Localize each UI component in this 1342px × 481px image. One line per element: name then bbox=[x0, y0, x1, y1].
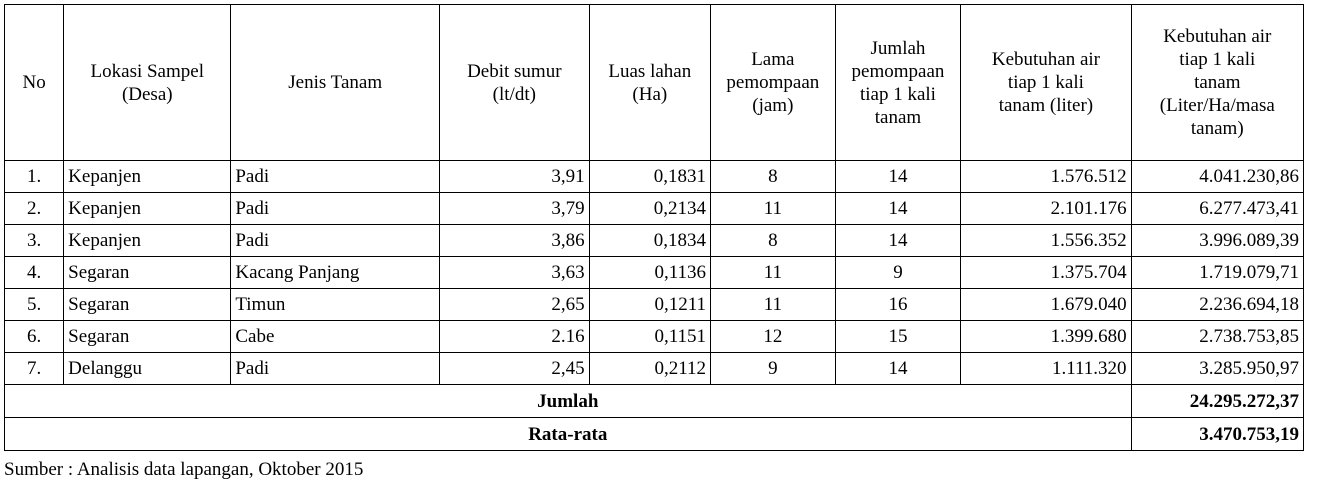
cell-luas: 0,2134 bbox=[589, 193, 710, 225]
header-lokasi: Lokasi Sampel (Desa) bbox=[64, 5, 231, 161]
cell-lama: 11 bbox=[711, 257, 836, 289]
cell-debit: 2,45 bbox=[440, 353, 590, 385]
cell-kebutuhan-liter: 1.111.320 bbox=[961, 353, 1131, 385]
cell-luas: 0,2112 bbox=[589, 353, 710, 385]
table-row bbox=[5, 161, 1304, 193]
cell-jumlah: 14 bbox=[835, 353, 961, 385]
cell-lama: 11 bbox=[711, 289, 836, 321]
header-lama: Lama pemompaan (jam) bbox=[711, 5, 836, 161]
cell-luas: 0,1831 bbox=[589, 161, 710, 193]
cell-lama: 8 bbox=[711, 225, 836, 257]
cell-jenis: Padi bbox=[231, 161, 440, 193]
cell-jumlah: 14 bbox=[835, 225, 961, 257]
cell-jumlah: 9 bbox=[835, 257, 961, 289]
table-row bbox=[5, 321, 1304, 353]
table-row bbox=[5, 193, 1304, 225]
cell-lokasi: Segaran bbox=[64, 257, 231, 289]
cell-jenis: Kacang Panjang bbox=[231, 257, 440, 289]
cell-kebutuhan-ha: 2.738.753,85 bbox=[1131, 321, 1303, 353]
cell-jumlah: 14 bbox=[835, 193, 961, 225]
header-no: No bbox=[5, 5, 64, 161]
cell-no: 4. bbox=[5, 257, 64, 289]
cell-lokasi: Kepanjen bbox=[64, 225, 231, 257]
cell-kebutuhan-ha: 2.236.694,18 bbox=[1131, 289, 1303, 321]
table-row bbox=[5, 225, 1304, 257]
header-jenis-tanam: Jenis Tanam bbox=[231, 5, 440, 161]
cell-lama: 9 bbox=[711, 353, 836, 385]
total-row bbox=[5, 385, 1304, 418]
cell-kebutuhan-ha: 1.719.079,71 bbox=[1131, 257, 1303, 289]
header-debit: Debit sumur (lt/dt) bbox=[440, 5, 590, 161]
table-row bbox=[5, 353, 1304, 385]
cell-lokasi: Delanggu bbox=[64, 353, 231, 385]
cell-luas: 0,1151 bbox=[589, 321, 710, 353]
cell-jenis: Padi bbox=[231, 193, 440, 225]
cell-luas: 0,1834 bbox=[589, 225, 710, 257]
cell-kebutuhan-ha: 3.996.089,39 bbox=[1131, 225, 1303, 257]
cell-lokasi: Kepanjen bbox=[64, 161, 231, 193]
source-note: Sumber : Analisis data lapangan, Oktober 2015 bbox=[4, 459, 364, 480]
cell-no: 6. bbox=[5, 321, 64, 353]
cell-jumlah: 15 bbox=[835, 321, 961, 353]
table-row bbox=[5, 289, 1304, 321]
average-value: 3.470.753,19 bbox=[1131, 418, 1303, 451]
cell-kebutuhan-liter: 1.576.512 bbox=[961, 161, 1131, 193]
table-row bbox=[5, 257, 1304, 289]
cell-no: 1. bbox=[5, 161, 64, 193]
cell-kebutuhan-liter: 1.375.704 bbox=[961, 257, 1131, 289]
cell-debit: 3,86 bbox=[440, 225, 590, 257]
header-luas: Luas lahan (Ha) bbox=[589, 5, 710, 161]
cell-debit: 3,63 bbox=[440, 257, 590, 289]
cell-kebutuhan-liter: 1.556.352 bbox=[961, 225, 1131, 257]
cell-jumlah: 14 bbox=[835, 161, 961, 193]
cell-jenis: Timun bbox=[231, 289, 440, 321]
total-label: Jumlah bbox=[5, 385, 1132, 418]
water-requirement-table bbox=[4, 4, 1304, 451]
cell-kebutuhan-liter: 1.399.680 bbox=[961, 321, 1131, 353]
cell-no: 7. bbox=[5, 353, 64, 385]
cell-kebutuhan-ha: 4.041.230,86 bbox=[1131, 161, 1303, 193]
cell-lokasi: Segaran bbox=[64, 289, 231, 321]
cell-lama: 11 bbox=[711, 193, 836, 225]
cell-luas: 0,1211 bbox=[589, 289, 710, 321]
cell-jenis: Cabe bbox=[231, 321, 440, 353]
cell-debit: 3,79 bbox=[440, 193, 590, 225]
cell-kebutuhan-liter: 2.101.176 bbox=[961, 193, 1131, 225]
header-kebutuhan-liter: Kebutuhan air tiap 1 kali tanam (liter) bbox=[961, 5, 1131, 161]
cell-no: 2. bbox=[5, 193, 64, 225]
cell-luas: 0,1136 bbox=[589, 257, 710, 289]
average-label: Rata-rata bbox=[5, 418, 1132, 451]
cell-debit: 2,65 bbox=[440, 289, 590, 321]
cell-lama: 12 bbox=[711, 321, 836, 353]
cell-debit: 2.16 bbox=[440, 321, 590, 353]
average-row bbox=[5, 418, 1304, 451]
header-row bbox=[5, 5, 1304, 161]
header-kebutuhan-ha: Kebutuhan air tiap 1 kali tanam (Liter/Ha/masa tanam) bbox=[1131, 5, 1303, 161]
cell-lokasi: Segaran bbox=[64, 321, 231, 353]
cell-lama: 8 bbox=[711, 161, 836, 193]
cell-no: 3. bbox=[5, 225, 64, 257]
cell-kebutuhan-liter: 1.679.040 bbox=[961, 289, 1131, 321]
total-value: 24.295.272,37 bbox=[1131, 385, 1303, 418]
cell-lokasi: Kepanjen bbox=[64, 193, 231, 225]
cell-jenis: Padi bbox=[231, 353, 440, 385]
cell-no: 5. bbox=[5, 289, 64, 321]
header-jumlah-pemompaan: Jumlah pemompaan tiap 1 kali tanam bbox=[835, 5, 961, 161]
cell-jumlah: 16 bbox=[835, 289, 961, 321]
cell-kebutuhan-ha: 3.285.950,97 bbox=[1131, 353, 1303, 385]
cell-kebutuhan-ha: 6.277.473,41 bbox=[1131, 193, 1303, 225]
cell-debit: 3,91 bbox=[440, 161, 590, 193]
cell-jenis: Padi bbox=[231, 225, 440, 257]
